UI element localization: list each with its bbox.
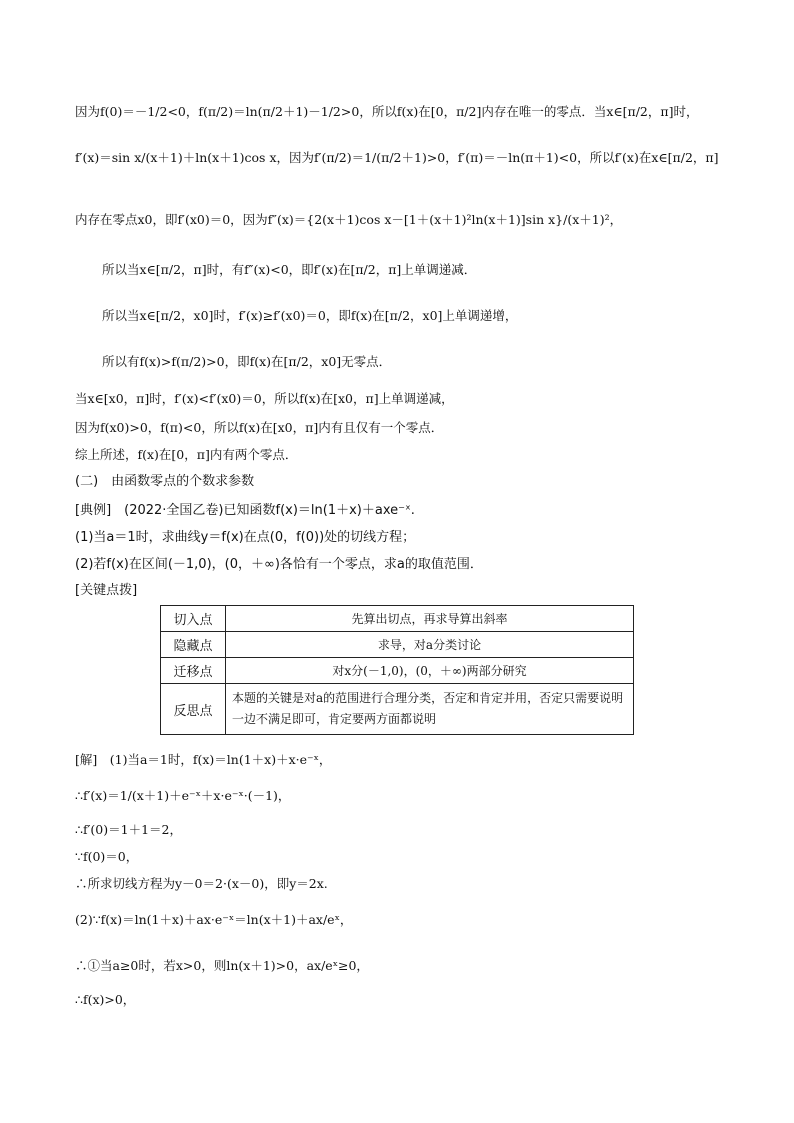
- table-row: [161, 658, 634, 684]
- keypoint-key: 迁移点: [161, 658, 226, 684]
- text-line: 综上所述，f(x)在[0，π]内有两个零点．: [75, 447, 298, 462]
- question-1: (1)当a＝1时，求曲线y＝f(x)在点(0，f(0))处的切线方程；: [75, 530, 416, 545]
- keypoint-key: 隐藏点: [161, 632, 226, 658]
- keypoints-table: [160, 605, 634, 735]
- keypoint-value: 对x分(－1,0)，(0，＋∞)两部分研究: [226, 658, 634, 684]
- text-line: 内存在零点x0，即f′(x0)＝0，因为f″(x)＝{2(x＋1)cos x－[1＋(x＋1)²ln(x＋1)]sin x}/(x＋1)²，: [75, 212, 623, 227]
- keypoint-value: 先算出切点，再求导算出斜率: [226, 606, 634, 632]
- text-line: 所以有f(x)>f(π/2)>0，即f(x)在[π/2，x0]无零点．: [102, 354, 392, 369]
- solution-line: ∴f′(0)＝1＋1＝2，: [75, 822, 182, 837]
- table-row: [161, 606, 634, 632]
- keypoint-key: 反思点: [161, 684, 226, 735]
- keypoint-value: 本题的关键是对a的范围进行合理分类，否定和肯定并用，否定只需要说明一边不满足即可，肯定要两方面都说明: [226, 684, 634, 735]
- keypoint-key: 切入点: [161, 606, 226, 632]
- solution-line: ∵f(0)＝0，: [75, 849, 139, 864]
- keypoint-value: 求导，对a分类讨论: [226, 632, 634, 658]
- solution-line: ∴所求切线方程为y－0＝2·(x－0)，即y＝2x.: [75, 876, 328, 891]
- text-line: 所以当x∈[π/2，x0]时，f′(x)≥f′(x0)＝0，即f(x)在[π/2，x0]上单调递增，: [102, 308, 518, 323]
- solution-line: ∴f′(x)＝1/(x＋1)＋e⁻ˣ＋x·e⁻ˣ·(－1)，: [75, 788, 291, 803]
- solution-line: ∴f(x)>0，: [75, 992, 136, 1007]
- solution-line: ∴①当a≥0时，若x>0，则ln(x＋1)>0，ax/eˣ≥0，: [75, 958, 369, 973]
- question-2: (2)若f(x)在区间(－1,0)，(0，＋∞)各恰有一个零点，求a的取值范围．: [75, 557, 483, 572]
- example-statement: [典例] (2022·全国乙卷)已知函数f(x)＝ln(1＋x)＋axe⁻ˣ.: [75, 503, 415, 518]
- keypoints-heading: [关键点拨]: [75, 583, 138, 598]
- solution-line: [解] (1)当a＝1时，f(x)＝ln(1＋x)＋x·e⁻ˣ，: [75, 752, 332, 767]
- solution-line: (2)∵f(x)＝ln(1＋x)＋ax·e⁻ˣ＝ln(x＋1)＋ax/eˣ，: [75, 912, 353, 927]
- section-heading: (二) 由函数零点的个数求参数: [75, 474, 255, 489]
- text-line: 因为f(x0)>0，f(π)<0，所以f(x)在[x0，π]内有且仅有一个零点．: [75, 420, 444, 435]
- text-line: f′(x)＝sin x/(x＋1)＋ln(x＋1)cos x，因为f′(π/2)＝1/(π/2＋1)>0，f′(π)＝－ln(π＋1)<0，所以f′(x)在x∈[π/2，π]: [75, 150, 719, 165]
- text-line: 因为f(0)＝－1/2<0，f(π/2)＝ln(π/2＋1)－1/2>0，所以f(x)在[0，π/2]内存在唯一的零点．当x∈[π/2，π]时，: [75, 104, 699, 119]
- table-row: [161, 632, 634, 658]
- text-line: 当x∈[x0，π]时，f′(x)<f′(x0)＝0，所以f(x)在[x0，π]上单调递减，: [75, 391, 454, 406]
- table-row: [161, 684, 634, 735]
- text-line: 所以当x∈[π/2，π]时，有f″(x)<0，即f′(x)在[π/2，π]上单调递减．: [102, 262, 477, 277]
